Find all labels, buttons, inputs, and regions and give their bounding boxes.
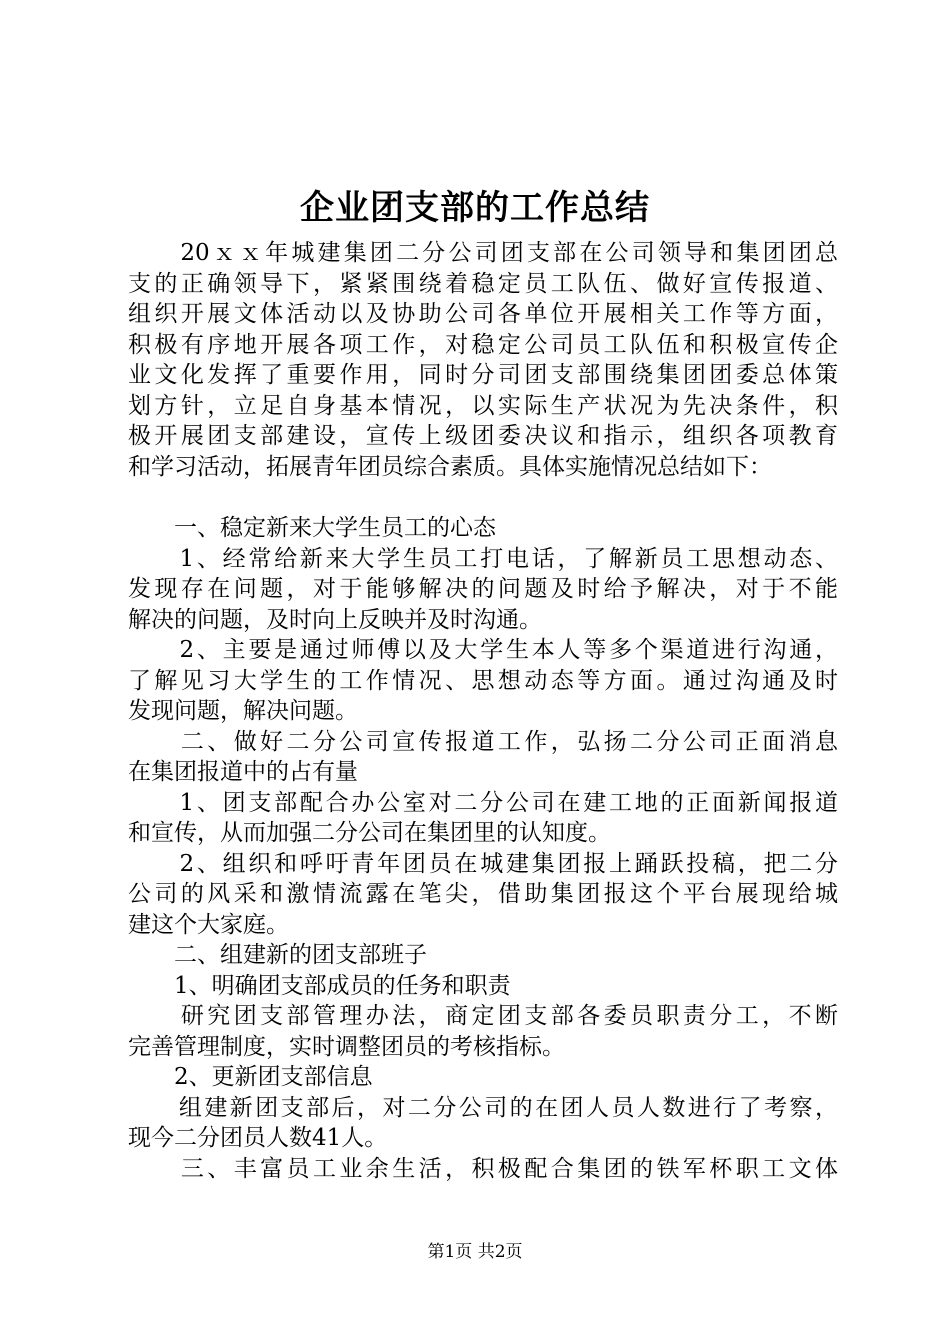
- body-line: 完善管理制度，实时调整团员的考核指标。: [128, 1033, 565, 1060]
- body-line: 组织开展文体活动以及协助公司各单位开展相关工作等方面，: [128, 301, 838, 327]
- body-line: 现今二分团员人数41人。: [128, 1125, 388, 1151]
- body-line: 解决的问题，及时向上反映并及时沟通。: [128, 606, 542, 633]
- document-title: 企业团支部的工作总结: [300, 188, 650, 228]
- body-line: 2、主要是通过师傅以及大学生本人等多个渠道进行沟通，: [128, 637, 838, 663]
- paragraph-gap: [128, 482, 838, 513]
- body-line: 20ｘｘ年城建集团二分公司团支部在公司领导和集团团总: [128, 240, 838, 266]
- section-heading: 三、丰富员工业余生活，积极配合集团的铁军杯职工文体: [128, 1155, 838, 1182]
- subsection-heading: 2、更新团支部信息: [128, 1064, 373, 1090]
- body-line: 发现问题，解决问题。: [128, 698, 358, 724]
- body-line: 建这个大家庭。: [128, 911, 289, 938]
- body-line: 了解见习大学生的工作情况、思想动态等方面。通过沟通及时: [128, 667, 838, 694]
- section-heading: 一、稳定新来大学生员工的心态: [128, 515, 496, 541]
- body-line: 业文化发挥了重要作用，同时分司团支部围绕集团团委总体策: [128, 362, 838, 388]
- body-line: 公司的风采和激情流露在笔尖，借助集团报这个平台展现给城: [128, 881, 838, 907]
- body-line: 极开展团支部建设，宣传上级团委决议和指示，组织各项教育: [128, 423, 838, 449]
- body-line: 1、经常给新来大学生员工打电话，了解新员工思想动态、: [128, 545, 838, 572]
- page-number: 第1页 共2页: [427, 1242, 523, 1262]
- body-line: 和宣传，从而加强二分公司在集团里的认知度。: [128, 820, 611, 846]
- section-heading: 在集团报道中的占有量: [128, 759, 358, 785]
- body-line: 研究团支部管理办法，商定团支部各委员职责分工，不断: [128, 1003, 838, 1029]
- subsection-heading: 1、明确团支部成员的任务和职责: [128, 972, 511, 999]
- body-line: 2、组织和呼吁青年团员在城建集团报上踊跃投稿，把二分: [128, 850, 838, 877]
- section-heading: 二、做好二分公司宣传报道工作，弘扬二分公司正面消息: [128, 728, 838, 755]
- body-line: 划方针，立足自身基本情况，以实际生产状况为先决条件，积: [128, 392, 838, 419]
- body-line: 1、团支部配合办公室对二分公司在建工地的正面新闻报道: [128, 789, 838, 816]
- body-line: 支的正确领导下，紧紧围绕着稳定员工队伍、做好宣传报道、: [128, 270, 838, 297]
- body-line: 组建新团支部后，对二分公司的在团人员人数进行了考察，: [128, 1094, 838, 1121]
- body-line: 和学习活动，拓展青年团员综合素质。具体实施情况总结如下：: [128, 453, 772, 480]
- body-line: 积极有序地开展各项工作，对稳定公司员工队伍和积极宣传企: [128, 331, 838, 358]
- document-body: [128, 238, 838, 1184]
- section-heading: 二、组建新的团支部班子: [128, 942, 427, 968]
- body-line: 发现存在问题，对于能够解决的问题及时给予解决，对于不能: [128, 576, 838, 602]
